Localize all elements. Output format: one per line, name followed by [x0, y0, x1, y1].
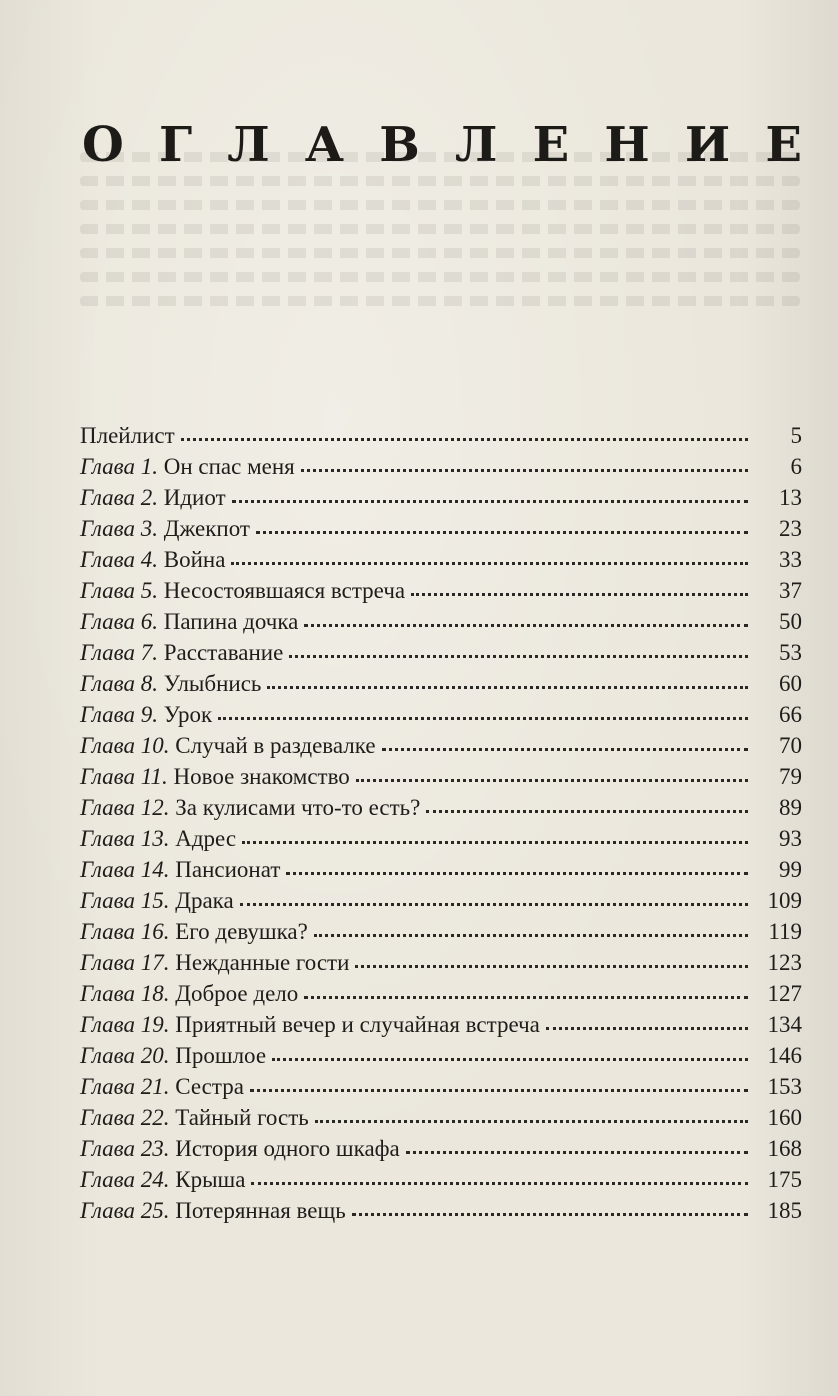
title-letter: Л — [227, 117, 270, 174]
chapter-prefix: Глава 3. — [80, 516, 158, 541]
toc-entry-label — [80, 1040, 266, 1071]
chapter-prefix: Глава 1. — [80, 454, 158, 479]
dot-leader — [250, 1088, 748, 1092]
page-number: 79 — [779, 764, 802, 789]
chapter-prefix: Глава 23. — [80, 1136, 170, 1161]
toc-entry — [80, 513, 802, 544]
page-number: 185 — [767, 1198, 802, 1223]
chapter-title: Несостоявшаяся встреча — [163, 578, 406, 603]
toc-entry-label — [80, 823, 236, 854]
toc-entry-label — [80, 606, 298, 637]
chapter-prefix: Глава 21. — [80, 1074, 170, 1099]
toc-entry — [80, 823, 802, 854]
chapter-title: Улыбнись — [163, 671, 262, 696]
title-letter: Г — [158, 117, 193, 174]
chapter-title: За кулисами что-то есть? — [175, 795, 421, 820]
dot-leader — [289, 654, 748, 658]
title-letter: Е — [765, 117, 802, 174]
toc-entry-label — [80, 761, 350, 792]
chapter-title: Расставание — [163, 640, 284, 665]
dot-leader — [546, 1026, 748, 1030]
toc-entry — [80, 699, 802, 730]
toc-entry-label — [80, 637, 283, 668]
page-number: 23 — [779, 516, 802, 541]
toc-entry — [80, 761, 802, 792]
chapter-prefix: Глава 7. — [80, 640, 158, 665]
chapter-prefix: Глава 15. — [80, 888, 170, 913]
chapter-prefix: Глава 2. — [80, 485, 158, 510]
toc-entry — [80, 1164, 802, 1195]
toc-entry — [80, 730, 802, 761]
toc-entry-label — [80, 1133, 400, 1164]
dot-leader — [301, 468, 748, 472]
chapter-title: Война — [163, 547, 226, 572]
toc-entry-label — [80, 1009, 540, 1040]
page-number: 93 — [779, 826, 802, 851]
toc-entry-label — [80, 1102, 309, 1133]
page-number: 89 — [779, 795, 802, 820]
toc-entry-label — [80, 513, 250, 544]
chapter-title: Адрес — [175, 826, 237, 851]
chapter-prefix: Глава 10. — [80, 733, 170, 758]
chapter-title: Джекпот — [163, 516, 250, 541]
toc-entry-label — [80, 482, 226, 513]
toc-entry — [80, 854, 802, 885]
toc-entry — [80, 482, 802, 513]
chapter-title: Плейлист — [80, 423, 175, 448]
toc-entry-label — [80, 978, 298, 1009]
title-letter: В — [379, 117, 420, 174]
page-number: 109 — [767, 888, 802, 913]
dot-leader — [240, 902, 748, 906]
toc-entry-label — [80, 575, 405, 606]
dot-leader — [256, 530, 748, 534]
toc-entry — [80, 1071, 802, 1102]
chapter-title: Крыша — [175, 1167, 246, 1192]
toc-entry — [80, 1040, 802, 1071]
chapter-prefix: Глава 4. — [80, 547, 158, 572]
toc-entry-label — [80, 854, 280, 885]
chapter-prefix: Глава 8. — [80, 671, 158, 696]
toc-entry — [80, 575, 802, 606]
dot-leader — [181, 437, 748, 441]
toc-entry-label — [80, 420, 175, 451]
title-letter: И — [684, 117, 731, 174]
chapter-prefix: Глава 12. — [80, 795, 170, 820]
page-number: 66 — [779, 702, 802, 727]
dot-leader — [355, 964, 748, 968]
page-number: 13 — [779, 485, 802, 510]
toc-entry-label — [80, 792, 420, 823]
chapter-title: Идиот — [163, 485, 226, 510]
toc-entry — [80, 606, 802, 637]
dot-leader — [406, 1150, 748, 1154]
toc-entry-label — [80, 947, 349, 978]
page-title — [82, 110, 802, 180]
dot-leader — [382, 747, 748, 751]
page-number: 99 — [779, 857, 802, 882]
chapter-prefix: Глава 13. — [80, 826, 170, 851]
chapter-prefix: Глава 24. — [80, 1167, 170, 1192]
page-number: 127 — [767, 981, 802, 1006]
page-number: 168 — [767, 1136, 802, 1161]
toc-entry-label — [80, 1195, 346, 1226]
chapter-title: Папина дочка — [163, 609, 299, 634]
toc-entry-label — [80, 730, 376, 761]
chapter-title: Тайный гость — [175, 1105, 309, 1130]
chapter-title: Драка — [175, 888, 234, 913]
toc-entry — [80, 544, 802, 575]
page-number: 134 — [767, 1012, 802, 1037]
toc-entry-label — [80, 668, 261, 699]
toc-entry — [80, 947, 802, 978]
dot-leader — [352, 1212, 748, 1216]
table-of-contents — [80, 420, 802, 1226]
chapter-title: Новое знакомство — [173, 764, 350, 789]
chapter-prefix: Глава 9. — [80, 702, 158, 727]
toc-entry-label — [80, 916, 308, 947]
toc-entry — [80, 916, 802, 947]
chapter-prefix: Глава 19. — [80, 1012, 170, 1037]
dot-leader — [356, 778, 748, 782]
toc-entry-label — [80, 885, 234, 916]
page-number: 146 — [767, 1043, 802, 1068]
toc-entry — [80, 1102, 802, 1133]
chapter-title: Нежданные гости — [175, 950, 350, 975]
dot-leader — [304, 995, 748, 999]
page-number: 123 — [767, 950, 802, 975]
toc-entry — [80, 451, 802, 482]
dot-leader — [286, 871, 748, 875]
toc-entry-label — [80, 699, 212, 730]
chapter-title: Доброе дело — [175, 981, 299, 1006]
page-number: 160 — [767, 1105, 802, 1130]
toc-entry — [80, 885, 802, 916]
dot-leader — [242, 840, 748, 844]
page-number: 50 — [779, 609, 802, 634]
chapter-prefix: Глава 11. — [80, 764, 168, 789]
title-letter: Л — [454, 117, 498, 174]
chapter-prefix: Глава 5. — [80, 578, 158, 603]
dot-leader — [218, 716, 748, 720]
toc-entry — [80, 637, 802, 668]
chapter-title: Его девушка? — [175, 919, 308, 944]
page-number: 175 — [767, 1167, 802, 1192]
page-number: 119 — [768, 919, 802, 944]
dot-leader — [426, 809, 748, 813]
chapter-prefix: Глава 18. — [80, 981, 170, 1006]
chapter-prefix: Глава 25. — [80, 1198, 170, 1223]
page-number: 6 — [790, 454, 802, 479]
toc-entry-label — [80, 1164, 245, 1195]
dot-leader — [411, 592, 748, 596]
chapter-prefix: Глава 14. — [80, 857, 170, 882]
dot-leader — [315, 1119, 748, 1123]
chapter-title: Потерянная вещь — [175, 1198, 346, 1223]
toc-entry — [80, 1009, 802, 1040]
dot-leader — [267, 685, 748, 689]
chapter-title: Приятный вечер и случайная встреча — [175, 1012, 540, 1037]
chapter-title: Прошлое — [175, 1043, 267, 1068]
chapter-title: Сестра — [175, 1074, 244, 1099]
title-letter: О — [82, 117, 124, 174]
title-letter: А — [304, 117, 345, 174]
chapter-prefix: Глава 22. — [80, 1105, 170, 1130]
page-number: 33 — [779, 547, 802, 572]
dot-leader — [304, 623, 748, 627]
title-letter: Е — [532, 117, 570, 174]
toc-entry — [80, 1195, 802, 1226]
page-number: 60 — [779, 671, 802, 696]
dot-leader — [251, 1181, 748, 1185]
page-number: 37 — [779, 578, 802, 603]
toc-entry-label — [80, 544, 225, 575]
chapter-prefix: Глава 16. — [80, 919, 170, 944]
toc-entry — [80, 1133, 802, 1164]
page-number: 153 — [767, 1074, 802, 1099]
chapter-prefix: Глава 17. — [80, 950, 170, 975]
page-number: 53 — [779, 640, 802, 665]
chapter-prefix: Глава 6. — [80, 609, 158, 634]
dot-leader — [231, 561, 748, 565]
toc-entry — [80, 668, 802, 699]
toc-entry-label — [80, 451, 295, 482]
dot-leader — [314, 933, 748, 937]
toc-entry — [80, 792, 802, 823]
toc-entry-label — [80, 1071, 244, 1102]
dot-leader — [232, 499, 748, 503]
page-number: 70 — [779, 733, 802, 758]
toc-entry — [80, 978, 802, 1009]
chapter-title: Пансионат — [175, 857, 281, 882]
chapter-title: Он спас меня — [163, 454, 295, 479]
chapter-title: Урок — [163, 702, 213, 727]
toc-entry — [80, 420, 802, 451]
chapter-title: История одного шкафа — [175, 1136, 400, 1161]
page-number: 5 — [790, 423, 802, 448]
chapter-prefix: Глава 20. — [80, 1043, 170, 1068]
dot-leader — [272, 1057, 748, 1061]
chapter-title: Случай в раздевалке — [175, 733, 376, 758]
title-letter: Н — [604, 117, 650, 174]
